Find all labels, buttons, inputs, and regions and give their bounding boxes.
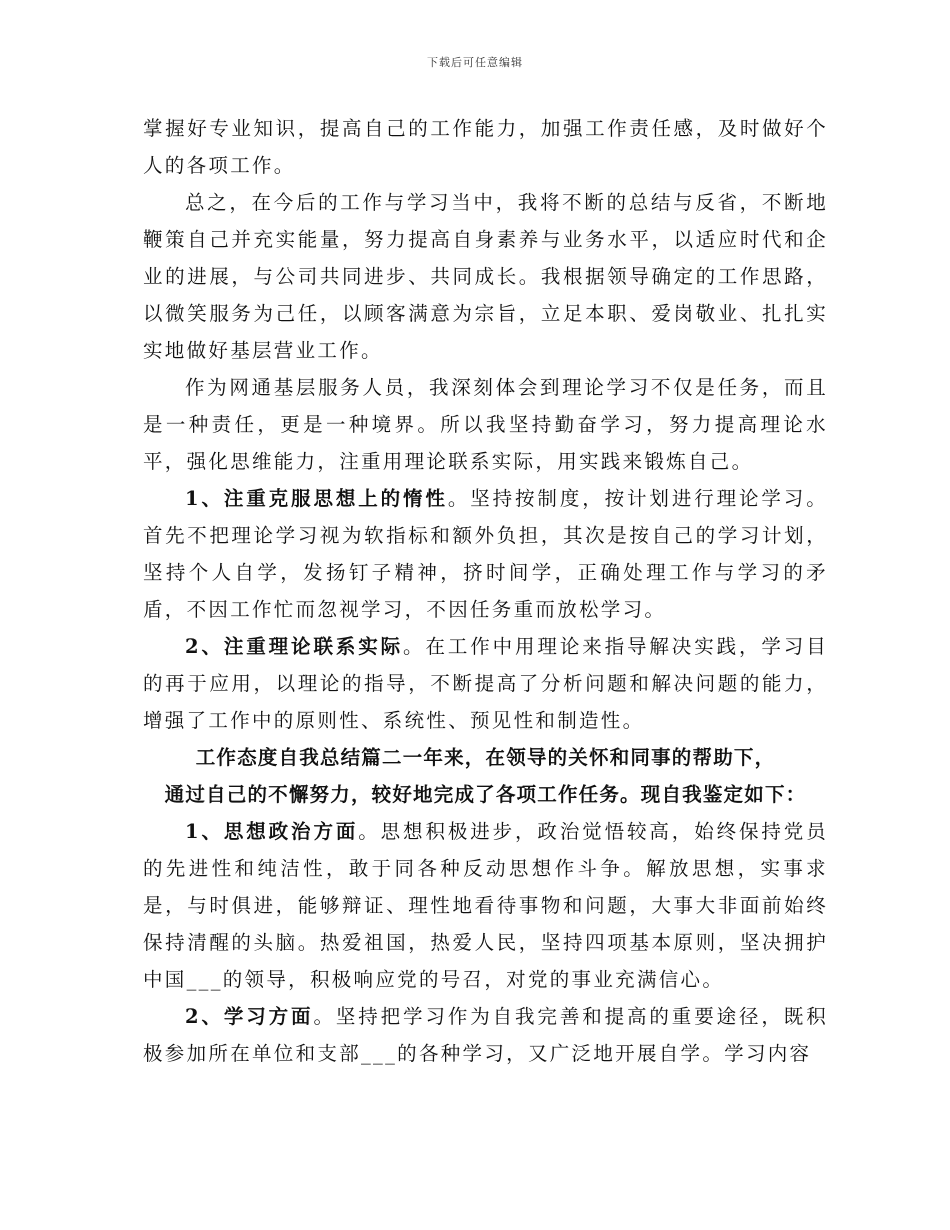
section-title-line-1: 工作态度自我总结篇二一年来，在领导的关怀和同事的帮助下， [195, 746, 776, 769]
paragraph-4-heading: 1、注重克服思想上的惰性 [185, 487, 448, 510]
document-body [143, 110, 828, 1072]
section-title-line-2: 通过自己的不懈努力，较好地完成了各项工作任务。现自我鉴定如下： [164, 783, 807, 806]
paragraph-5 [143, 628, 828, 739]
paragraph-5-text: 。在工作中用理论来指导解决实践，学习目的再于应用，以理论的指导，不断提高了分析问题和解决问题的能力，增强了工作中的原则性、系统性、预见性和制造性。 [143, 635, 828, 732]
paragraph-7 [143, 998, 828, 1072]
paragraph-7-text: 。坚持把学习作为自我完善和提高的重要途径，既积极参加所在单位和支部___的各种学习，又广泛地开展自学。学习内容 [143, 1005, 828, 1065]
paragraph-4-text: 。坚持按制度，按计划进行理论学习。首先不把理论学习视为软指标和额外负担，其次是按自己的学习计划，坚持个人自学，发扬钉子精神，挤时间学，正确处理工作与学习的矛盾，不因工作忙而忽视学习，不因任务重而放松学习。 [143, 487, 828, 621]
paragraph-2: 总之，在今后的工作与学习当中，我将不断的总结与反省，不断地鞭策自己并充实能量，努力提高自身素养与业务水平，以适应时代和企业的进展，与公司共同进步、共同成长。我根据领导确定的工作思路，以微笑服务为己任，以顾客满意为宗旨，立足本职、爱岗敬业、扎扎实实地做好基层营业工作。 [143, 191, 828, 362]
paragraph-6-heading: 1、思想政治方面 [185, 820, 359, 843]
page-header: 下载后可任意编辑 [427, 56, 523, 69]
paragraph-3: 作为网通基层服务人员，我深刻体会到理论学习不仅是任务，而且是一种责任，更是一种境界。所以我坚持勤奋学习，努力提高理论水平，强化思维能力，注重用理论联系实际，用实践来锻炼自己。 [143, 376, 828, 473]
paragraph-7-heading: 2、学习方面 [185, 1005, 314, 1028]
paragraph-1: 掌握好专业知识，提高自己的工作能力，加强工作责任感，及时做好个人的各项工作。 [143, 117, 828, 177]
paragraph-6-text: 。思想积极进步，政治觉悟较高，始终保持党员的先进性和纯洁性，敢于同各种反动思想作斗争。解放思想，实事求是，与时俱进，能够辩证、理性地看待事物和问题，大事大非面前始终保持清醒的头脑。热爱祖国，热爱人民，坚持四项基本原则，坚决拥护中国___的领导，积极响应党的号召，对党的事业充满信心。 [143, 820, 828, 991]
paragraph-4 [143, 480, 828, 628]
paragraph-6 [143, 813, 828, 998]
paragraph-5-heading: 2、注重理论联系实际 [185, 635, 404, 658]
